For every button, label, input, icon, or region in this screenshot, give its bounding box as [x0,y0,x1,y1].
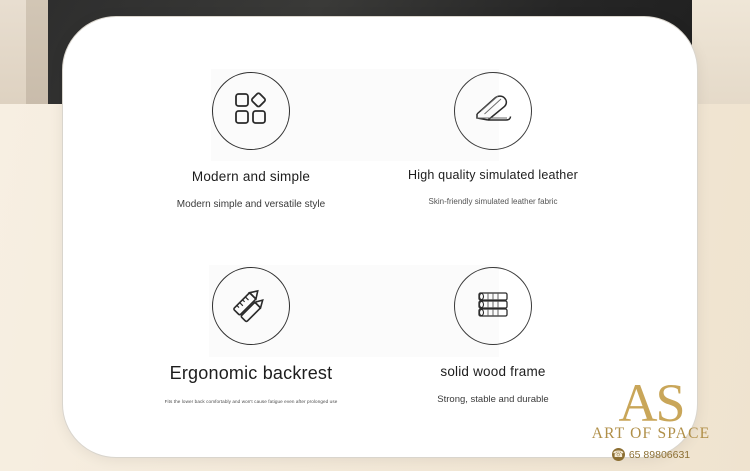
icon-circle [454,267,532,345]
feature-item-ergonomic-backrest [151,267,351,404]
feature-title: Ergonomic backrest [169,363,333,383]
drafting-pencil-ruler-icon [229,282,273,331]
brand-monogram: AS [618,373,684,433]
feature-description: Strong, stable and durable [437,394,549,405]
stacked-wood-frame-icon [471,284,515,329]
feature-title: Modern and simple [191,169,311,184]
feature-description: Skin-friendly simulated leather fabric [428,197,558,206]
feature-title: solid wood frame [440,364,546,379]
feature-title: High quality simulated leather [408,168,578,182]
icon-circle [212,267,290,345]
background-top-left-strip-secondary [26,0,48,104]
whatsapp-icon: ☎ [612,449,624,459]
background-top-right-strip [692,0,750,104]
icon-circle [212,72,290,150]
feature-icon-wrap [151,267,351,345]
brand-name: ART OF SPACE [591,425,711,442]
brand-phone-number: 65 89806631 [628,448,691,461]
feature-item-solid-wood-frame [393,267,593,405]
folded-leather-icon [471,89,515,134]
shapes-squares-diamond-icon [231,89,271,134]
feature-icon-wrap [393,72,593,150]
feature-description: Modern simple and versatile style [176,199,326,210]
icon-circle [454,72,532,150]
brand-watermark [566,373,736,461]
feature-item-high-quality-simulated-leather [393,72,593,206]
feature-icon-wrap [151,72,351,150]
feature-icon-wrap [393,267,593,345]
feature-item-modern-and-simple [151,72,351,210]
background-top-left-strip [0,0,26,104]
brand-contact [566,448,736,461]
feature-description: Fits the lower back comfortably and won't cause fatigue even after prolonged use [164,399,338,404]
